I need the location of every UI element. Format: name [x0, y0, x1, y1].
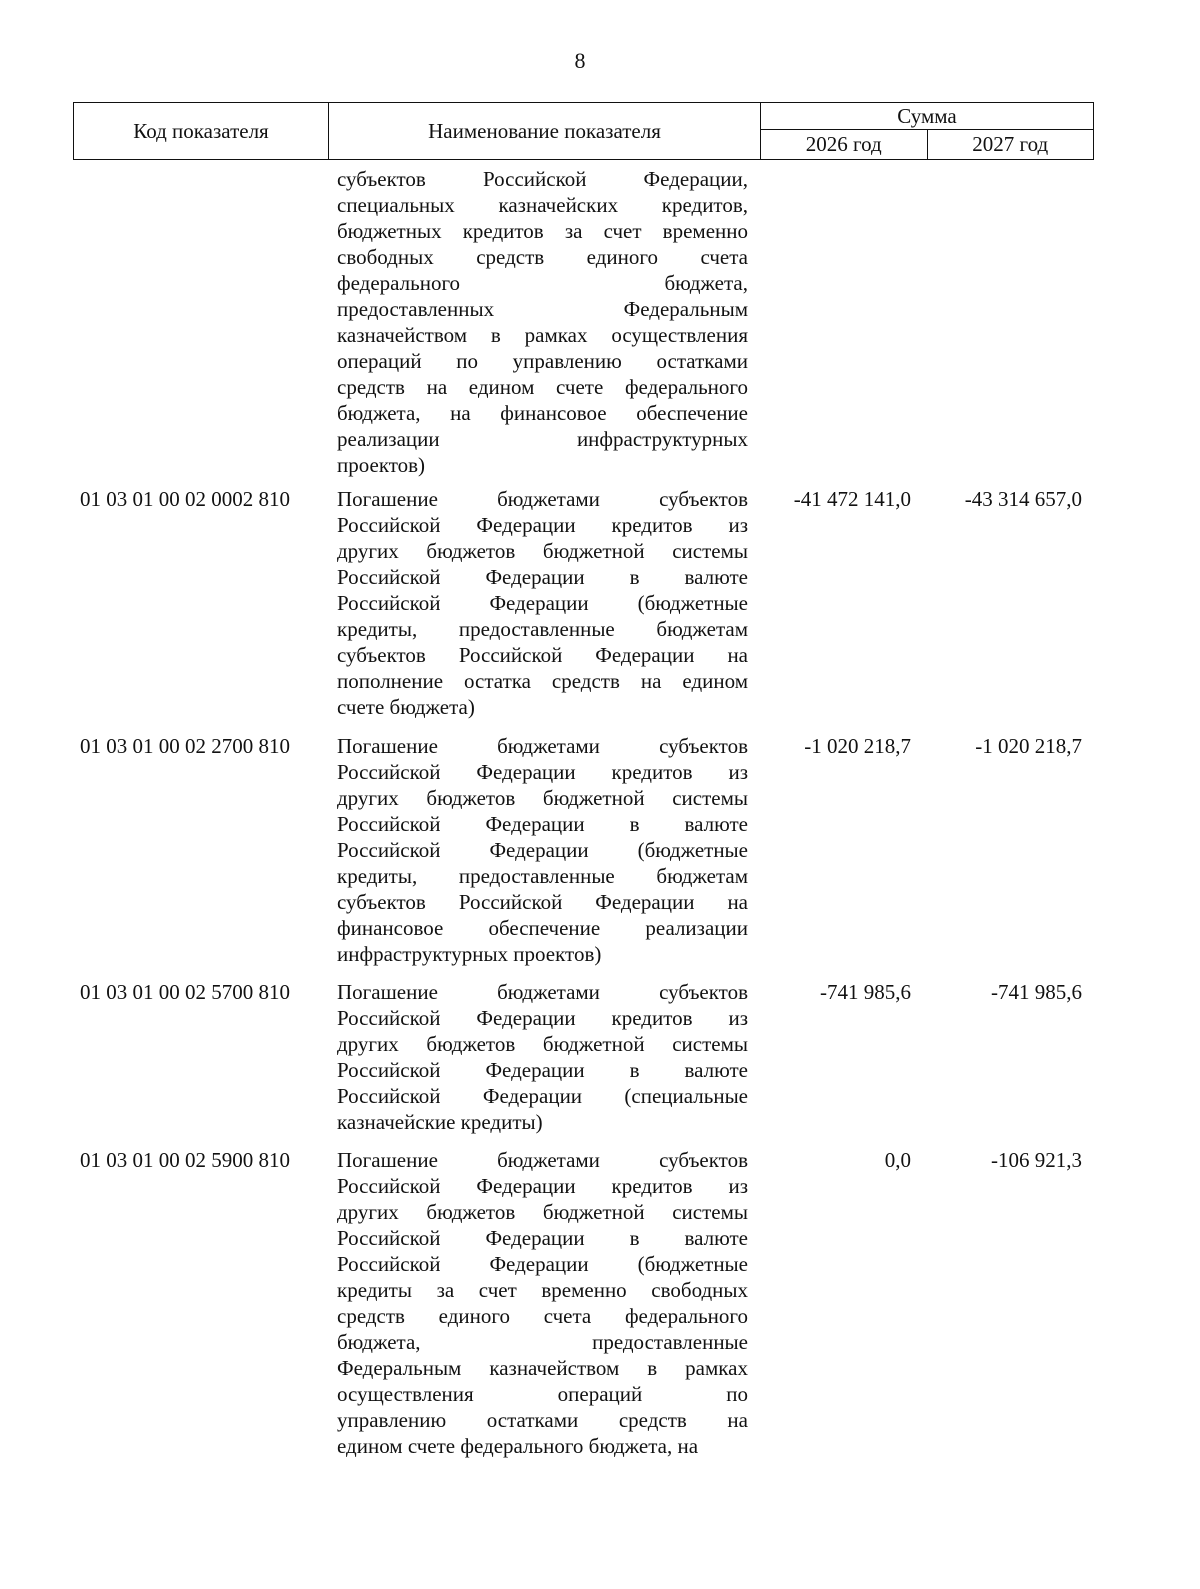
row-code: 01 03 01 00 02 0002 810 — [80, 487, 290, 511]
row-name-line: Российской Федерации (бюджетные — [337, 1252, 748, 1276]
row-name-line: Российской Федерации (бюджетные — [337, 591, 748, 615]
row-sum-2026: -741 985,6 — [820, 980, 911, 1004]
row-name-line: бюджетных кредитов за счет временно — [337, 219, 748, 243]
row-code: 01 03 01 00 02 2700 810 — [80, 734, 290, 758]
row-name-line: Погашение бюджетами субъектов — [337, 487, 748, 511]
row-name-line: бюджета, на финансовое обеспечение — [337, 401, 748, 425]
row-name-line: Российской Федерации в валюте — [337, 1226, 748, 1250]
row-name-line: казначейские кредиты) — [337, 1110, 543, 1134]
row-name-line: средств на едином счете федерального — [337, 375, 748, 399]
row-name-line: Российской Федерации в валюте — [337, 565, 748, 589]
row-code: 01 03 01 00 02 5900 810 — [80, 1148, 290, 1172]
row-name-line: других бюджетов бюджетной системы — [337, 786, 748, 810]
row-name-line: казначейством в рамках осуществления — [337, 323, 748, 347]
row-name — [337, 486, 748, 720]
row-name-line: субъектов Российской Федерации, — [337, 167, 748, 191]
row-name-line: кредиты, предоставленные бюджетам — [337, 864, 748, 888]
row-code: 01 03 01 00 02 5700 810 — [80, 980, 290, 1004]
row-name-line: субъектов Российской Федерации на — [337, 643, 748, 667]
row-name-line: кредиты, предоставленные бюджетам — [337, 617, 748, 641]
row-name-line: Российской Федерации кредитов из — [337, 1006, 748, 1030]
header-2026: 2026 год — [761, 130, 928, 160]
row-name-line: средств единого счета федерального — [337, 1304, 748, 1328]
header-name: Наименование показателя — [329, 103, 761, 160]
row-name-line: Погашение бюджетами субъектов — [337, 734, 748, 758]
header-2027: 2027 год — [927, 130, 1094, 160]
row-name-line: предоставленных Федеральным — [337, 297, 748, 321]
row-name-line: пополнение остатка средств на едином — [337, 669, 748, 693]
row-name-line: Погашение бюджетами субъектов — [337, 1148, 748, 1172]
row-name — [337, 1147, 748, 1459]
row-name-line: реализации инфраструктурных — [337, 427, 748, 451]
row-name-line: Российской Федерации кредитов из — [337, 513, 748, 537]
row-name-line: проектов) — [337, 453, 426, 477]
row-name — [337, 166, 748, 478]
row-name-line: осуществления операций по — [337, 1382, 748, 1406]
row-name-line: свободных средств единого счета — [337, 245, 748, 269]
row-name-line: других бюджетов бюджетной системы — [337, 1200, 748, 1224]
row-name-line: федерального бюджета, — [337, 271, 748, 295]
row-name-line: счете бюджета) — [337, 695, 475, 719]
row-name-line: Российской Федерации кредитов из — [337, 760, 748, 784]
header-code: Код показателя — [74, 103, 329, 160]
row-name-line: других бюджетов бюджетной системы — [337, 1032, 748, 1056]
row-name-line: кредиты за счет временно свободных — [337, 1278, 748, 1302]
table-header — [73, 102, 1094, 160]
row-sum-2026: -41 472 141,0 — [793, 487, 911, 511]
row-name-line: Российской Федерации (специальные — [337, 1084, 748, 1108]
row-sum-2027: -1 020 218,7 — [975, 734, 1082, 758]
row-name-line: специальных казначейских кредитов, — [337, 193, 748, 217]
row-sum-2027: -741 985,6 — [991, 980, 1082, 1004]
header-table — [73, 102, 1094, 160]
row-name — [337, 733, 748, 967]
row-sum-2026: -1 020 218,7 — [804, 734, 911, 758]
row-sum-2027: -106 921,3 — [991, 1148, 1082, 1172]
row-name-line: бюджета, предоставленные — [337, 1330, 748, 1354]
row-sum-2027: -43 314 657,0 — [964, 487, 1082, 511]
row-sum-2026: 0,0 — [884, 1148, 911, 1172]
row-name-line: Погашение бюджетами субъектов — [337, 980, 748, 1004]
row-name-line: Российской Федерации кредитов из — [337, 1174, 748, 1198]
row-name-line: Российской Федерации в валюте — [337, 812, 748, 836]
row-name — [337, 979, 748, 1135]
row-name-line: операций по управлению остатками — [337, 349, 748, 373]
row-name-line: Федеральным казначейством в рамках — [337, 1356, 748, 1380]
row-name-line: управлению остатками средств на — [337, 1408, 748, 1432]
row-name-line: Российской Федерации в валюте — [337, 1058, 748, 1082]
row-name-line: едином счете федерального бюджета, на — [337, 1434, 699, 1458]
header-sum: Сумма — [761, 103, 1094, 130]
row-name-line: финансовое обеспечение реализации — [337, 916, 748, 940]
row-name-line: других бюджетов бюджетной системы — [337, 539, 748, 563]
row-name-line: инфраструктурных проектов) — [337, 942, 602, 966]
row-name-line: субъектов Российской Федерации на — [337, 890, 748, 914]
row-name-line: Российской Федерации (бюджетные — [337, 838, 748, 862]
page-number: 8 — [574, 48, 586, 73]
